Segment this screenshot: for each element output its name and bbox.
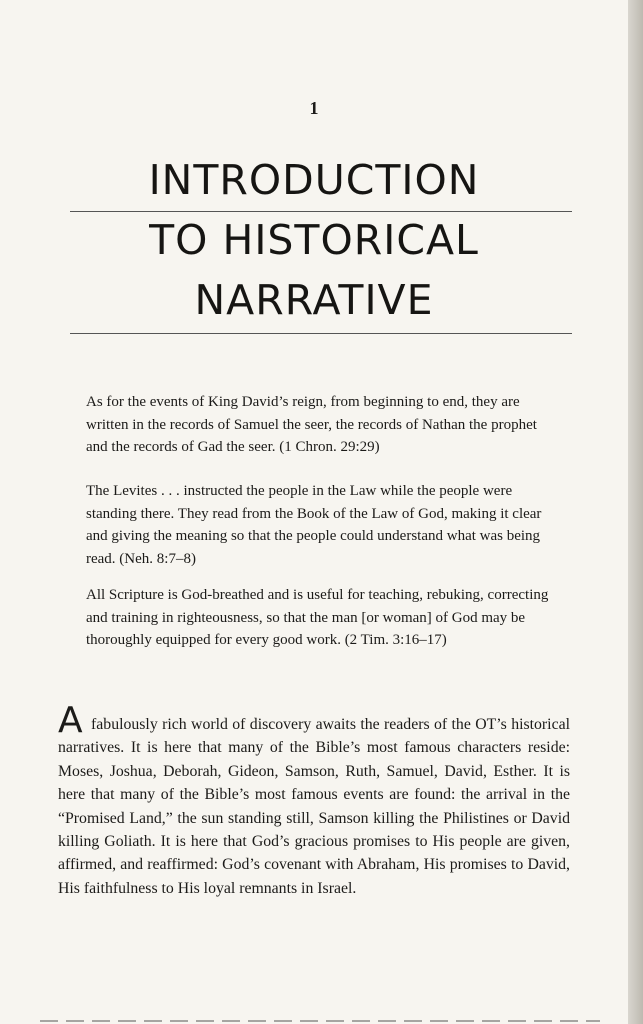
epigraph-timothy: All Scripture is God-breathed and is useful for teaching, rebuking, correcting and training in righteousness, so that the man [or woman] of God may be thoroughly equipped for every good work. (2 Tim. 3:16–17) <box>86 587 549 648</box>
body-paragraph <box>58 700 570 900</box>
title-rule-top <box>70 211 572 212</box>
chapter-title-line-3: NARRATIVE <box>194 276 434 324</box>
epigraph-chronicles: As for the events of King David’s reign, from beginning to end, they are written in the records of Samuel the seer, the records of Nathan the prophet and the records of Gad the seer. (1 Chron. 29:29) <box>86 394 537 455</box>
drop-cap: A <box>58 700 83 741</box>
title-rule-bottom <box>70 333 572 334</box>
page-edge <box>628 0 643 1024</box>
body-paragraph-text: fabulously rich world of discovery awaits the readers of the OT’s historical narratives. It is here that many of the Bible’s most famous characters reside: Moses, Joshua, Deborah, Gideon, Samson, Ruth, Samuel, David, Esther. It is here that many of the Bible’s most famous events are found: the arrival in the “Promised Land,” the sun standing still, Samson killing the Philistines or David killing Goliath. It is here that God’s gracious promises to His people are given, affirmed, and reaffirmed: God’s covenant with Abraham, His promises to David, His faithfulness to His loyal remnants in Israel. <box>58 716 570 897</box>
epigraph-nehemiah: The Levites . . . instructed the people in the Law while the people were standing there. They read from the Book of the Law of God, making it clear and giving the meaning so that the people could understand what was being read. (Neh. 8:7–8) <box>86 483 542 567</box>
chapter-number: 1 <box>309 98 319 118</box>
chapter-title-line-2: TO HISTORICAL <box>149 216 479 264</box>
bottom-edge-trace <box>40 1020 600 1022</box>
chapter-title-line-1: INTRODUCTION <box>148 156 480 204</box>
